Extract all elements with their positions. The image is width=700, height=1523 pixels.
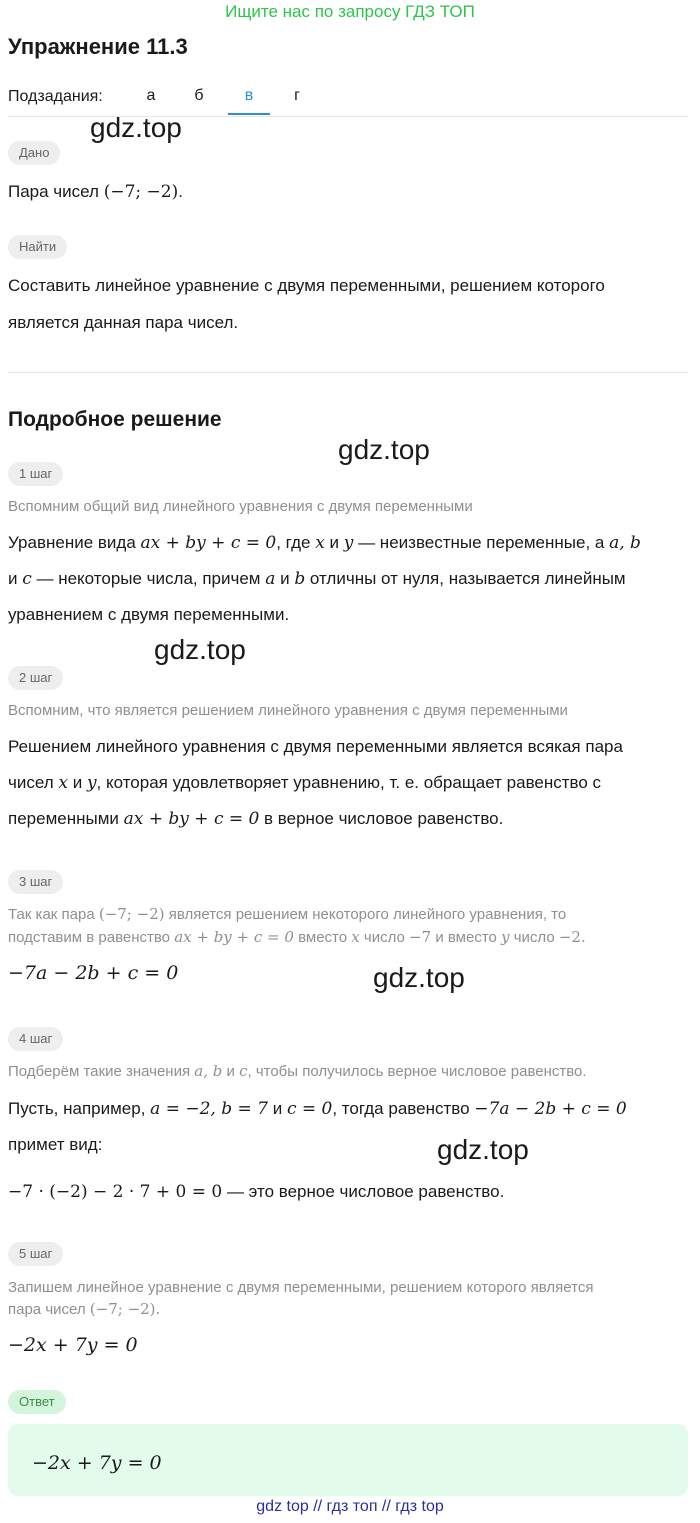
step-2-hint: Вспомним, что является решением линейного уравнения с двумя переменными (8, 702, 568, 719)
text: Так как пара (8, 906, 99, 923)
given-text (8, 174, 692, 210)
text: число (359, 929, 410, 946)
text: переменными (8, 809, 124, 828)
answer-badge: Ответ (8, 1390, 66, 1414)
var-ab: a, b (194, 1062, 223, 1080)
number: −2. (558, 928, 586, 946)
text: Уравнение вида (8, 533, 141, 552)
step-2-badge: 2 шаг (8, 666, 63, 690)
var-x: x (315, 533, 325, 553)
step-2-line-3 (8, 801, 692, 837)
given-badge: Дано (8, 141, 60, 165)
var-b: b (294, 569, 306, 589)
pair: (−7; −2) (98, 905, 165, 923)
step-3-result: −7a − 2b + c = 0 (8, 962, 179, 984)
find-badge: Найти (8, 235, 67, 259)
step-3-hint-2 (8, 927, 692, 948)
step-5-hint-1: Запишем линейное уравнение с двумя переменными, решением которого является (8, 1279, 594, 1296)
watermark: gdz.top (437, 1134, 529, 1165)
step-4-badge: 4 шаг (8, 1027, 63, 1051)
step-3-hint-1 (8, 904, 692, 925)
calculation: −7 · (−2) − 2 · 7 + 0 = 0 (8, 1182, 223, 1202)
text: отличны от нуля, называется линейным (305, 569, 626, 588)
text: и (8, 569, 23, 588)
footer-links[interactable]: gdz top // гдз топ // гдз top (256, 1498, 444, 1515)
text: вместо (293, 929, 352, 946)
given-label: Пара чисел (8, 182, 104, 201)
text: и (67, 773, 87, 792)
text: — некоторые числа, причем (31, 569, 266, 588)
tab-v[interactable]: в (228, 86, 270, 115)
answer-value: −2x + 7y = 0 (32, 1452, 162, 1474)
text: и (275, 569, 295, 588)
step-2-line-2 (8, 765, 692, 801)
solution-title: Подробное решение (8, 408, 222, 431)
tab-b[interactable]: б (194, 87, 204, 104)
text: в верное числовое равенство. (259, 809, 504, 828)
step-5-badge: 5 шаг (8, 1242, 63, 1266)
text: и (267, 1099, 287, 1118)
given-end: . (178, 182, 183, 201)
var-y: y (86, 773, 97, 793)
text: Подберём такие значения (8, 1063, 195, 1080)
equation: −7a − 2b + c = 0 (474, 1099, 627, 1119)
text: и (222, 1063, 240, 1080)
step-5-hint-2 (8, 1299, 692, 1320)
equation: ax + by + c = 0 (140, 533, 277, 553)
step-3-badge: 3 шаг (8, 870, 63, 894)
tab-g[interactable]: г (294, 87, 300, 104)
text: число (509, 929, 559, 946)
text: , чтобы получилось верное числовое равенство. (247, 1063, 587, 1080)
watermark: gdz.top (90, 112, 182, 143)
var-x: x (351, 928, 360, 946)
var-c: c (239, 1062, 248, 1080)
var-ab: a, b (609, 533, 641, 553)
var-a: a (265, 569, 276, 589)
equation: ax + by + c = 0 (123, 809, 260, 829)
text: — неизвестные переменные, а (353, 533, 610, 552)
find-line-2: является данная пара чисел. (8, 313, 239, 332)
given-pair: (−7; −2) (103, 182, 179, 202)
number: −7 (409, 928, 432, 946)
values: c = 0 (286, 1099, 333, 1119)
text: чисел (8, 773, 59, 792)
step-1-line-1 (8, 525, 692, 561)
text: подставим в равенство (8, 929, 175, 946)
var-y: y (343, 533, 354, 553)
text: и вместо (431, 929, 502, 946)
top-banner: Ищите нас по запросу ГДЗ ТОП (225, 2, 475, 21)
var-c: c (22, 569, 32, 589)
text: , которая удовлетворяет уравнению, т. е. обращает равенство с (96, 773, 602, 792)
step-4-line-3 (8, 1174, 692, 1210)
step-2-line-1: Решением линейного уравнения с двумя переменными является всякая пара (8, 737, 623, 756)
text: Пусть, например, (8, 1099, 151, 1118)
step-4-line-1 (8, 1091, 692, 1127)
page-title: Упражнение 11.3 (8, 34, 188, 59)
var-x: x (58, 773, 68, 793)
step-4-hint (8, 1061, 692, 1082)
step-4-line-2: примет вид: (8, 1135, 103, 1154)
subtasks-label: Подзадания: (8, 88, 103, 105)
pair: (−7; −2). (89, 1300, 161, 1318)
watermark: gdz.top (338, 434, 430, 465)
watermark: gdz.top (154, 634, 246, 665)
step-1-badge: 1 шаг (8, 462, 63, 486)
watermark: gdz.top (373, 962, 465, 993)
step-1-hint: Вспомним общий вид линейного уравнения с двумя переменными (8, 498, 473, 515)
var-y: y (501, 928, 510, 946)
step-5-result: −2x + 7y = 0 (8, 1334, 138, 1356)
tab-a[interactable]: а (146, 87, 156, 104)
text: , где (276, 533, 316, 552)
divider (8, 372, 688, 373)
find-line-1: Составить линейное уравнение с двумя переменными, решением которого (8, 276, 605, 295)
step-1-line-3: уравнением с двумя переменными. (8, 605, 290, 624)
text: и (324, 533, 344, 552)
text: пара чисел (8, 1301, 90, 1318)
text: является решением некоторого линейного уравнения, то (164, 906, 567, 923)
text: — это верное числовое равенство. (222, 1182, 505, 1201)
values: a = −2, b = 7 (150, 1099, 268, 1119)
step-1-line-2 (8, 561, 692, 597)
text: , тогда равенство (332, 1099, 475, 1118)
equation: ax + by + c = 0 (174, 928, 294, 946)
